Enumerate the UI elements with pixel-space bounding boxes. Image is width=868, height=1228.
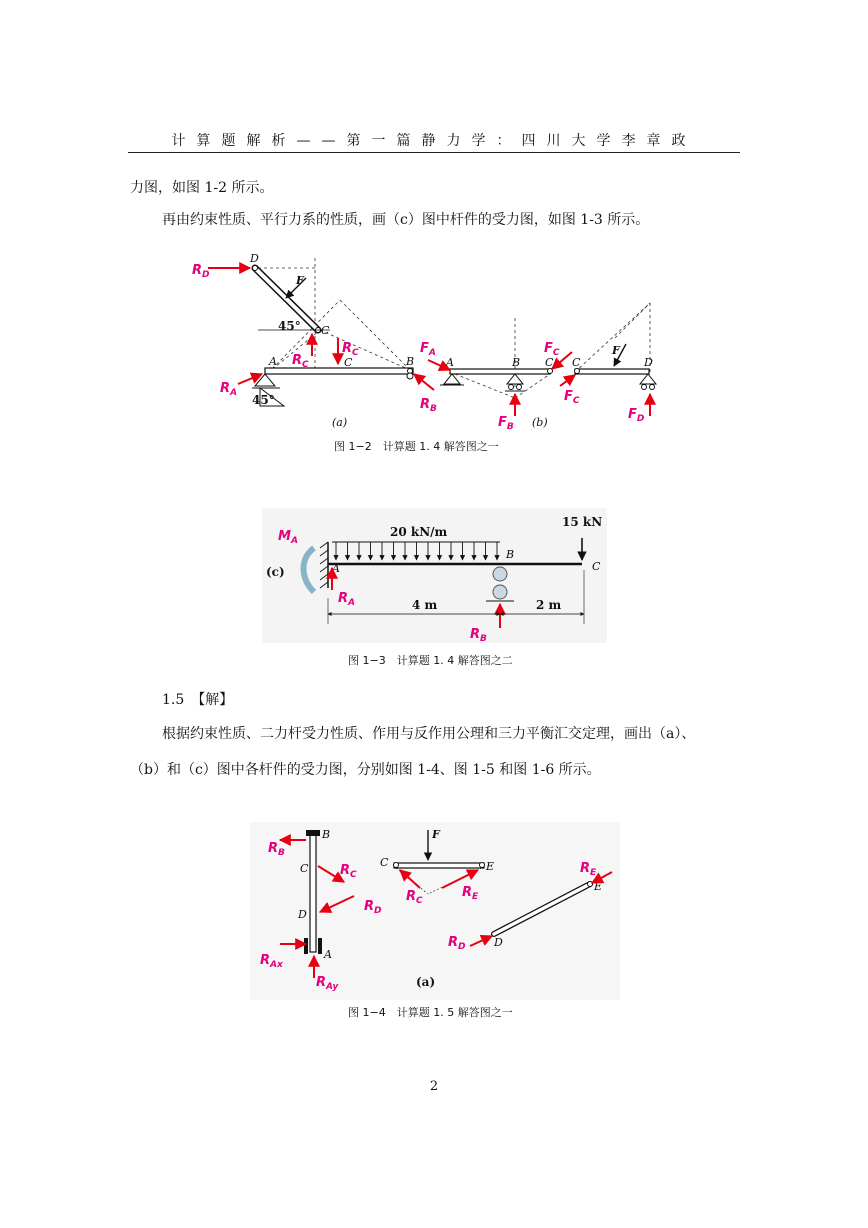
- caption-fig-1-2: 图 1−2 计算题 1. 4 解答图之一: [334, 440, 499, 453]
- subfig-b: (b): [532, 416, 548, 429]
- force-RAy: $R_{Ay}$: [316, 975, 339, 992]
- force-RAx: $R_{Ax}$: [260, 953, 283, 970]
- force-RD: $R_D$: [192, 263, 210, 280]
- point-A-a: A: [324, 948, 332, 961]
- caption-fig-1-4: 图 1−4 计算题 1. 5 解答图之一: [348, 1006, 513, 1019]
- section-heading: 1.5 【解】: [162, 692, 234, 708]
- force-RC-ce: $R_C$: [406, 889, 423, 906]
- subfig-a-14: (a): [416, 975, 436, 989]
- force-RA-c: $R_A$: [338, 591, 355, 608]
- point-C: C: [321, 324, 330, 337]
- point-C-a: C: [300, 862, 309, 875]
- figure-1-2: [180, 248, 680, 438]
- page-number: 2: [429, 1079, 439, 1094]
- moment-MA: $M_A$: [278, 529, 298, 546]
- force-FC-b: $F_C$: [544, 341, 560, 358]
- paragraph-fig14-intro-1: 根据约束性质、二力杆受力性质、作用与反作用公理和三力平衡汇交定理，画出（a）、: [162, 726, 696, 742]
- point-B-c: B: [506, 548, 515, 561]
- point-E-ce: E: [486, 860, 495, 873]
- point-B: B: [406, 355, 415, 368]
- angle-label-1: 45°: [278, 319, 301, 333]
- force-RB-c: $R_B$: [470, 627, 487, 644]
- running-header: 计算题解析——第一篇静力学：四川大学李章政: [128, 130, 740, 153]
- force-RC-beam: $R_C$: [342, 341, 359, 358]
- force-RD-de: $R_D$: [448, 935, 466, 952]
- point-load-label: 15 kN: [562, 515, 603, 529]
- point-B-a: B: [322, 828, 331, 841]
- subfig-a: (a): [332, 416, 348, 429]
- point-A: A: [269, 355, 277, 368]
- point-C-b: C: [545, 356, 554, 369]
- force-RB: $R_B$: [420, 397, 437, 414]
- point-D: D: [250, 252, 259, 265]
- point-C-beam: C: [344, 356, 353, 369]
- force-RB-a: $R_B$: [268, 841, 285, 858]
- subfig-c: (c): [266, 565, 285, 579]
- point-F-a: F: [432, 828, 440, 841]
- point-C-ce: C: [380, 856, 389, 869]
- point-D-cd: D: [644, 356, 653, 369]
- force-FB: $F_B$: [498, 415, 514, 432]
- force-RE-de: $R_E$: [580, 861, 597, 878]
- point-B-b: B: [512, 356, 521, 369]
- force-RC-a: $R_C$: [340, 863, 357, 880]
- force-FD: $F_D$: [628, 407, 645, 424]
- point-E-de: E: [594, 880, 603, 893]
- distributed-load-label: 20 kN/m: [390, 525, 448, 539]
- figure-1-4: [250, 822, 620, 1000]
- figure-1-3: [262, 508, 607, 643]
- point-C-cd: C: [572, 356, 581, 369]
- caption-fig-1-3: 图 1−3 计算题 1. 4 解答图之二: [348, 654, 513, 667]
- dimension-4m: 4 m: [412, 598, 438, 612]
- point-D-de: D: [494, 936, 503, 949]
- paragraph-continuation: 力图，如图 1-2 所示。: [130, 180, 274, 196]
- angle-label-2: 45°: [252, 393, 275, 407]
- force-RE-ce: $R_E$: [462, 885, 479, 902]
- point-F: F: [296, 274, 304, 287]
- dimension-2m: 2 m: [536, 598, 562, 612]
- point-C-c: C: [592, 560, 601, 573]
- force-RC-rod: $R_C$: [292, 353, 309, 370]
- force-RD-a: $R_D$: [364, 899, 382, 916]
- paragraph-fig13-intro: 再由约束性质、平行力系的性质，画（c）图中杆件的受力图，如图 1-3 所示。: [162, 212, 650, 228]
- force-FA: $F_A$: [420, 341, 436, 358]
- point-D-a: D: [298, 908, 307, 921]
- point-F-b: F: [612, 344, 620, 357]
- paragraph-fig14-intro-2: （b）和（c）图中各杆件的受力图，分别如图 1-4、图 1-5 和图 1-6 所示。: [130, 762, 601, 778]
- point-A-b: A: [446, 356, 454, 369]
- force-FC-cd: $F_C$: [564, 389, 580, 406]
- force-RA: $R_A$: [220, 381, 237, 398]
- point-A-c: A: [332, 562, 340, 575]
